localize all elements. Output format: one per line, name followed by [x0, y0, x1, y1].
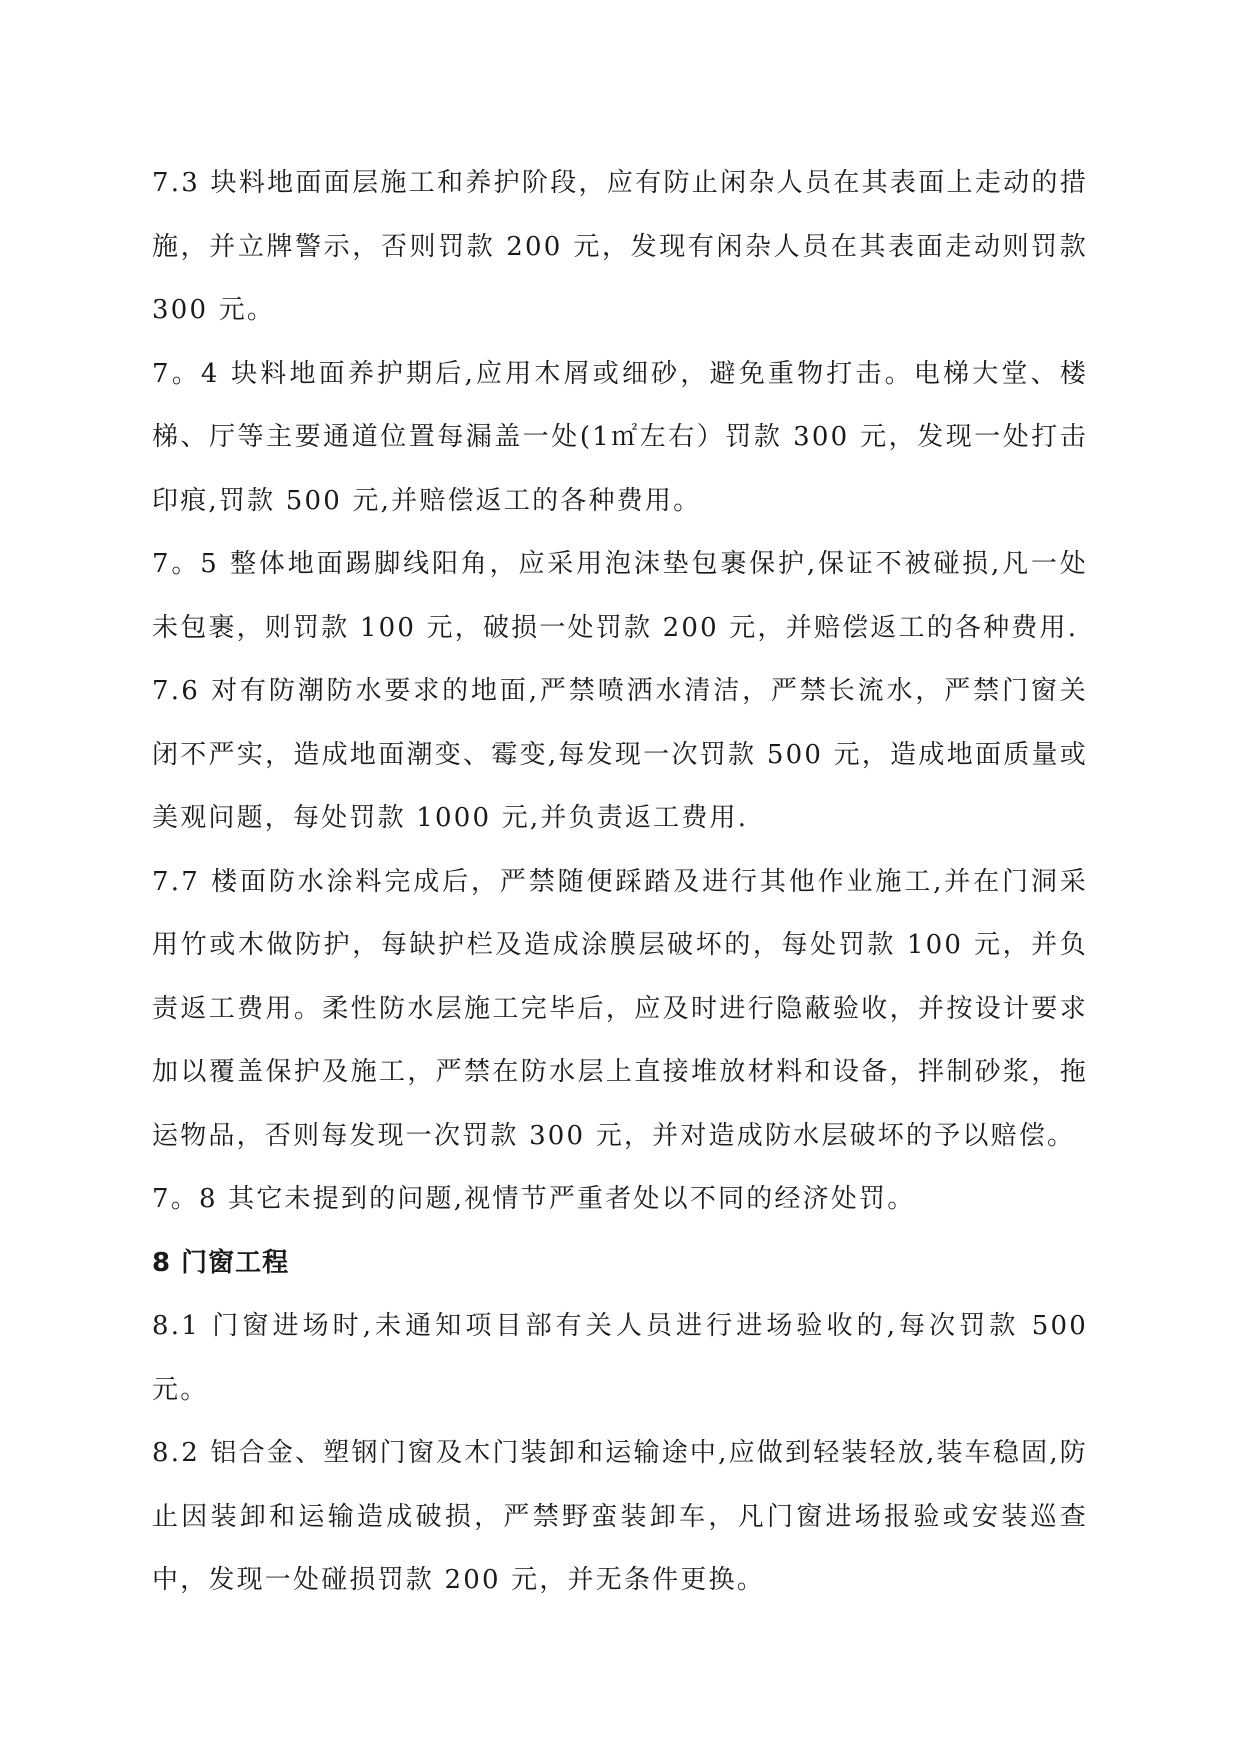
clause-7-8: 7。8 其它未提到的问题,视情节严重者处以不同的经济处罚。	[152, 1184, 916, 1214]
clause-7-5: 7。5 整体地面踢脚线阳角，应采用泡沫垫包裹保护,保证不被碰损,凡一处未包裹，则罚款 100 元，破损一处罚款 200 元，并赔偿返工的各种费用.	[152, 549, 1088, 643]
clause-8-1: 8.1 门窗进场时,未通知项目部有关人员进行进场验收的,每次罚款 500 元。	[152, 1311, 1088, 1405]
clause-7-3: 7.3 块料地面面层施工和养护阶段，应有防止闲杂人员在其表面上走动的措施，并立牌警示，否则罚款 200 元，发现有闲杂人员在其表面走动则罚款 300 元。	[152, 168, 1088, 325]
section-heading-8: 8 门窗工程	[152, 1247, 290, 1278]
clause-7-6: 7.6 对有防潮防水要求的地面,严禁喷洒水清洁，严禁长流水，严禁门窗关闭不严实，造成地面潮变、霉变,每发现一次罚款 500 元，造成地面质量或美观问题，每处罚款 1000 元,并负责返工费用.	[152, 676, 1088, 833]
clause-7-4: 7。4 块料地面养护期后,应用木屑或细砂，避免重物打击。电梯大堂、楼梯、厅等主要通道位置每漏盖一处(1㎡左右）罚款 300 元，发现一处打击印痕,罚款 500 元,并赔偿返工的各种费用。	[152, 358, 1088, 516]
document-body	[152, 152, 1088, 1613]
clause-7-7: 7.7 楼面防水涂料完成后，严禁随便踩踏及进行其他作业施工,并在门洞采用竹或木做防护，每缺护栏及造成涂膜层破坏的，每处罚款 100 元，并负责返工费用。柔性防水层施工完毕后，应及时进行隐蔽验收，并按设计要求加以覆盖保护及施工，严禁在防水层上直接堆放材料和设备，拌制砂浆，拖运物品，否则每发现一次罚款 300 元，并对造成防水层破坏的予以赔偿。	[152, 866, 1088, 1151]
clause-8-2: 8.2 铝合金、塑钢门窗及木门装卸和运输途中,应做到轻装轻放,装车稳固,防止因装卸和运输造成破损，严禁野蛮装卸车，凡门窗进场报验或安装巡查中，发现一处碰损罚款 200 元，并无条件更换。	[152, 1438, 1088, 1595]
